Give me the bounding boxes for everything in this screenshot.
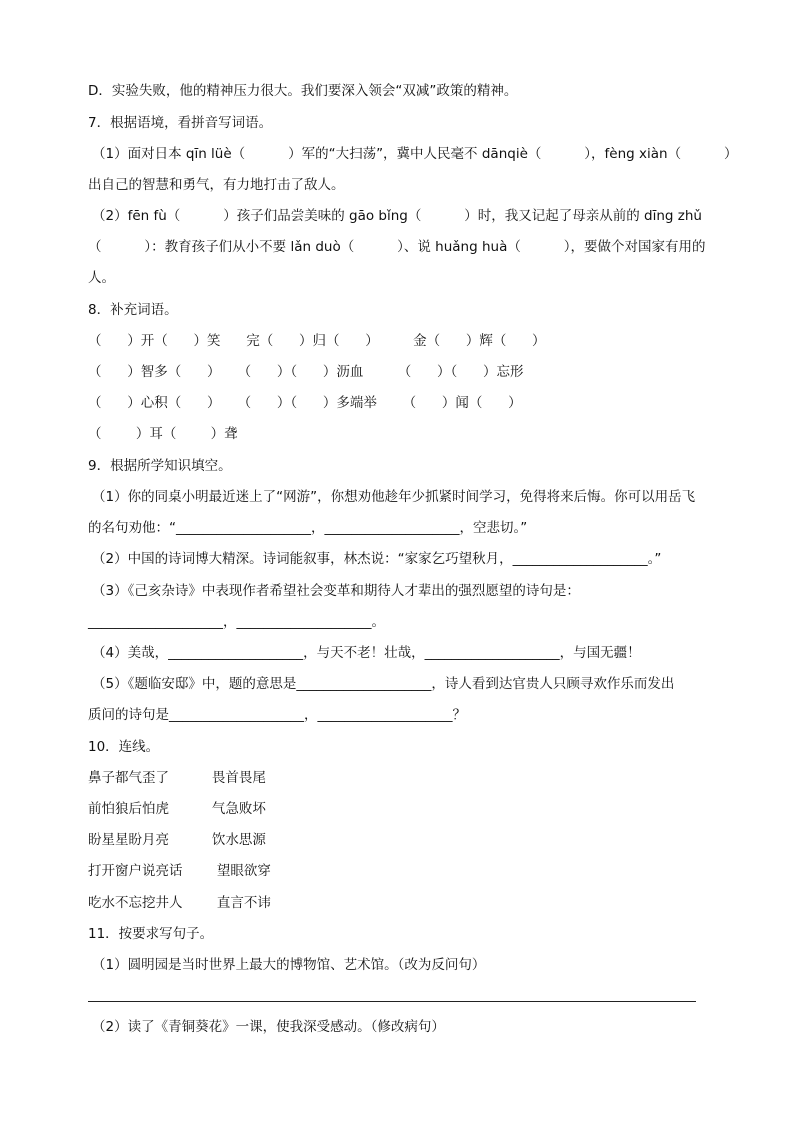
question-10-row4: 打开窗户说亮话 望眼欲穿 <box>88 863 271 879</box>
question-8-title: 8．补充词语。 <box>88 302 178 318</box>
question-7-part1-line1: （1）面对日本 qīn lüè（ ）军的“大扫荡”，冀中人民毫不 dānqiè（ ），fèng xiàn（ ） <box>92 146 738 162</box>
question-11-part2: （2）读了《青铜葵花》一课，使我深受感动。（修改病句） <box>92 1019 445 1035</box>
question-10-row3: 盼星星盼月亮 饮水思源 <box>88 832 266 848</box>
question-9-part2: （2）中国的诗词博大精深。诗词能叙事，林杰说：“家家乞巧望秋月，____________________。” <box>92 551 662 567</box>
question-10-row2: 前怕狼后怕虎 气急败坏 <box>88 801 266 817</box>
question-9-part1-line1: （1）你的同桌小明最近迷上了“网游”，你想劝他趁年少抓紧时间学习，免得将来后悔。你可以用岳飞 <box>92 489 696 505</box>
question-7-part2-line2: （ ）：教育孩子们从小不要 lǎn duò（ ）、说 huǎng huà（ ），要做个对国家有用的 <box>88 239 706 255</box>
question-7-part2-line3: 人。 <box>88 270 115 286</box>
question-9-part3-line1: （3）《己亥杂诗》中表现作者希望社会变革和期待人才辈出的强烈愿望的诗句是： <box>92 583 580 599</box>
question-10-row5: 吃水不忘挖井人 直言不讳 <box>88 895 271 911</box>
question-9-part5-line2: 质问的诗句是____________________，____________________？ <box>88 707 466 723</box>
question-11-part1: （1）圆明园是当时世界上最大的博物馆、艺术馆。（改为反问句） <box>92 957 486 973</box>
question-8-row1: （ ）开（ ）笑 完（ ）归（ ） 金（ ）辉（ ） <box>88 333 546 349</box>
question-7-title: 7．根据语境，看拼音写词语。 <box>88 115 273 131</box>
question-8-row2: （ ）智多（ ） （ ）（ ）沥血 （ ）（ ）忘形 <box>88 364 524 380</box>
option-d: D．实验失败，他的精神压力很大。我们要深入领会“双减”政策的精神。 <box>88 83 518 99</box>
question-7-part1-line2: 出自己的智慧和勇气，有力地打击了敌人。 <box>88 177 345 193</box>
question-10-title: 10．连线。 <box>88 739 160 755</box>
question-9-part3-line2: ____________________，____________________。 <box>88 614 385 630</box>
question-8-row4: （ ）耳（ ）聋 <box>88 426 238 442</box>
question-10-row1: 鼻子都气歪了 畏首畏尾 <box>88 770 266 786</box>
question-9-title: 9．根据所学知识填空。 <box>88 458 232 474</box>
answer-line <box>88 1001 696 1002</box>
question-11-title: 11．按要求写句子。 <box>88 926 214 942</box>
question-9-part1-line2: 的名句劝他：“____________________，____________________，空悲切。” <box>88 520 528 536</box>
question-7-part2-line1: （2）fēn fù（ ）孩子们品尝美味的 gāo bǐng（ ）时，我又记起了母亲从前的 dīng zhǔ <box>92 208 702 224</box>
question-8-row3: （ ）心积（ ） （ ）（ ）多端举 （ ）闻（ ） <box>88 395 522 411</box>
question-9-part4: （4）美哉，____________________，与天不老！壮哉，____________________，与国无疆！ <box>92 645 641 661</box>
question-9-part5-line1: （5）《题临安邸》中，题的意思是____________________，诗人看到达官贵人只顾寻欢作乐而发出 <box>92 676 675 692</box>
